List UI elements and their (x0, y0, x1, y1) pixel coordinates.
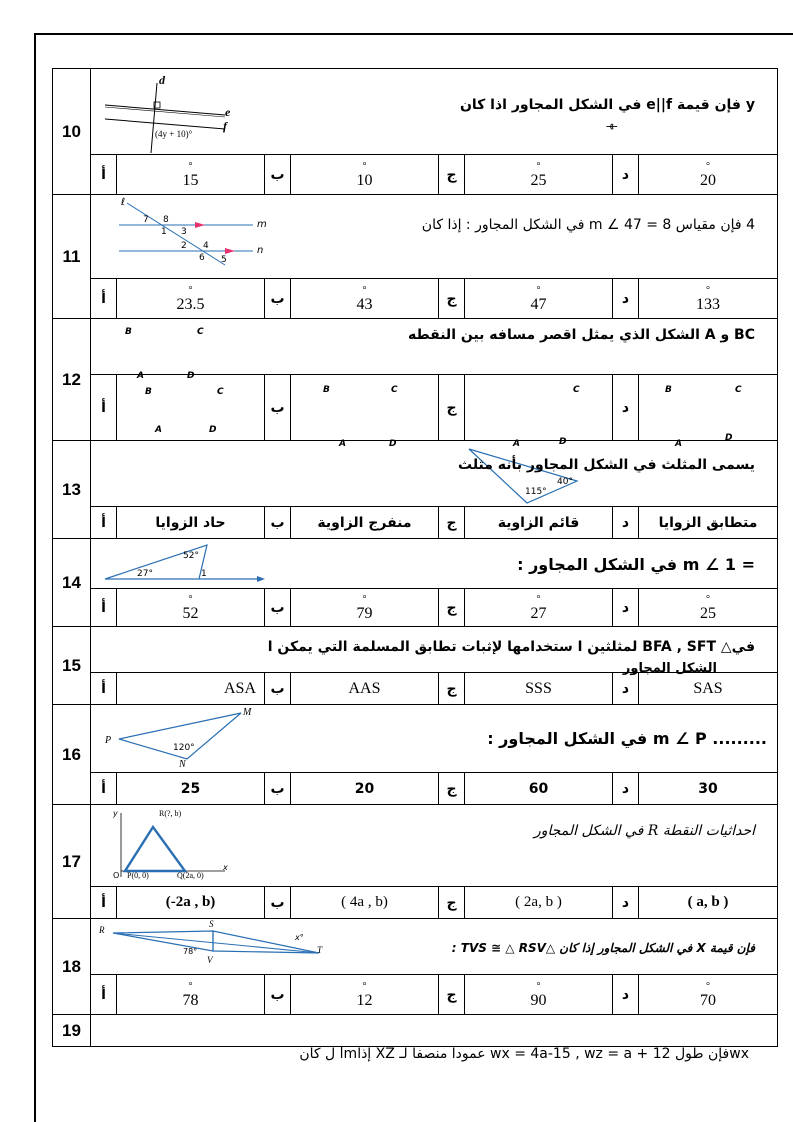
option-a[interactable]: A D B C A D (117, 375, 265, 441)
option-letter-c: ج (439, 673, 465, 705)
question-row-17 (53, 805, 778, 887)
option-a[interactable]: 25 (117, 773, 265, 805)
option-c[interactable]: C (465, 375, 613, 441)
question-cell: P M N 120° ......... m ∠ P في الشكل المجاور : (91, 705, 778, 773)
option-d[interactable]: ° 133 (639, 279, 778, 319)
question-text: = m ∠ 1 في الشكل المجاور : (517, 555, 755, 574)
option-c[interactable]: ° 90 (465, 975, 613, 1015)
option-letter-d: د (613, 507, 639, 539)
line-label-d: d (159, 73, 165, 87)
option-letter-a: أ (91, 887, 117, 919)
option-letter-c: ج (439, 279, 465, 319)
question-text: فإن قيمة X في الشكل المجاور إذا كان △TVS ≅ △ RSV : (451, 941, 755, 955)
question-row-15 (53, 627, 778, 673)
option-letter-d: د (613, 975, 639, 1015)
question-text: يسمى المثلث في الشكل المجاور بأنه مثلث (458, 457, 755, 473)
option-b[interactable]: AAS (291, 673, 439, 705)
question-text: y فإن قيمة e||f في الشكل المجاور اذا كان (459, 97, 755, 113)
option-letter-b: ب (265, 375, 291, 441)
option-a[interactable]: ° 78 (117, 975, 265, 1015)
option-letter-c: ج (439, 773, 465, 805)
option-letter-b: ب (265, 589, 291, 627)
option-b[interactable]: B C (291, 375, 439, 441)
question-number: 11 (53, 195, 91, 319)
answer-row-15 (53, 673, 778, 705)
answer-row-14 (53, 589, 778, 627)
option-letter-d: د (613, 673, 639, 705)
question-number: 15 (53, 627, 91, 705)
question-number: 17 (53, 805, 91, 919)
question-text: احداثيات النقطة R في الشكل المجاور (533, 823, 755, 839)
option-b[interactable]: منفرج الزاوية (291, 507, 439, 539)
question-row-18 (53, 919, 778, 975)
answer-row-13 (53, 507, 778, 539)
question-text: ......... m ∠ P في الشكل المجاور : (487, 729, 767, 748)
option-d[interactable]: ° 25 (639, 589, 778, 627)
answer-row-16 (53, 773, 778, 805)
option-letter-c: ج (439, 887, 465, 919)
option-letter-c: ج (439, 375, 465, 441)
option-letter-b: ب (265, 155, 291, 195)
question-row-11 (53, 195, 778, 279)
question-cell: B C BC و A الشكل الذي يمثل اقصر مسافه بين النقطه (91, 319, 778, 375)
question-number: 14 (53, 539, 91, 627)
option-letter-b: ب (265, 279, 291, 319)
option-b[interactable]: ° 43 (291, 279, 439, 319)
page-frame-top (34, 33, 793, 35)
question-text: 4 فإن مقياس m ∠ 47 = 8 في الشكل المجاور : إذا كان (421, 217, 755, 233)
option-letter-a: أ (91, 155, 117, 195)
question-row-14 (53, 539, 778, 589)
option-d[interactable]: متطابق الزوايا (639, 507, 778, 539)
option-c[interactable]: ( 2a, b ) (465, 887, 613, 919)
option-c[interactable]: ° 27 (465, 589, 613, 627)
option-letter-d: د (613, 887, 639, 919)
question-row-16 (53, 705, 778, 773)
option-letter-d: د (613, 155, 639, 195)
answer-row-12 (53, 375, 778, 441)
exterior-angle-figure (99, 541, 269, 587)
parallel-lines-figure (97, 75, 237, 155)
answer-row-18 (53, 975, 778, 1015)
option-a[interactable]: ASA (117, 673, 265, 705)
option-letter-a: أ (91, 279, 117, 319)
option-letter-a: أ (91, 673, 117, 705)
option-letter-c: ج (439, 589, 465, 627)
option-letter-b: ب (265, 773, 291, 805)
option-d[interactable]: ° 20 (639, 155, 778, 195)
option-c[interactable]: 60 (465, 773, 613, 805)
answer-row-11 (53, 279, 778, 319)
option-a[interactable]: ° 15 (117, 155, 265, 195)
answer-row-10 (53, 155, 778, 195)
question-cell: R S T V 78° x° فإن قيمة X في الشكل المجاور إذا كان △TVS ≅ △ RSV : (91, 919, 778, 975)
question-text: BC و A الشكل الذي يمثل اقصر مسافه بين النقطه (408, 327, 755, 343)
option-b[interactable]: 20 (291, 773, 439, 805)
option-letter-a: أ (91, 975, 117, 1015)
question-number: 19 (53, 1015, 91, 1047)
option-a[interactable]: ° 23.5 (117, 279, 265, 319)
option-a[interactable]: حاد الزوايا (117, 507, 265, 539)
option-c[interactable]: SSS (465, 673, 613, 705)
line-label-f: f (223, 119, 227, 133)
question-number: 10 (53, 69, 91, 195)
answer-row-17 (53, 887, 778, 919)
question-cell: A D A D A D 115° 40° يسمى المثلث في الشكل المجاور بأنه مثلث (91, 441, 778, 507)
option-letter-d: د (613, 375, 639, 441)
question-row-19 (53, 1015, 778, 1047)
option-d[interactable]: SAS (639, 673, 778, 705)
option-letter-d: د (613, 773, 639, 805)
question-number: 18 (53, 919, 91, 1015)
option-d[interactable]: ( a, b ) (639, 887, 778, 919)
question-text-fragment: ـهـ (606, 119, 617, 130)
line-label-e: e (225, 105, 231, 119)
option-letter-a: أ (91, 589, 117, 627)
option-c[interactable]: ° 47 (465, 279, 613, 319)
transversal-figure (113, 199, 263, 269)
question-number: 16 (53, 705, 91, 805)
option-letter-a: أ (91, 507, 117, 539)
question-row-13 (53, 441, 778, 507)
option-letter-a: أ (91, 773, 117, 805)
questions-table (52, 68, 778, 1047)
option-letter-b: ب (265, 673, 291, 705)
question-number: 13 (53, 441, 91, 539)
question-cell: R(?, b) P(0, 0) Q(2a, 0) O x y احداثيات النقطة R في الشكل المجاور (91, 805, 778, 887)
option-letter-d: د (613, 589, 639, 627)
option-b[interactable]: ° 79 (291, 589, 439, 627)
option-d[interactable]: B C (639, 375, 778, 441)
option-letter-d: د (613, 279, 639, 319)
option-letter-b: ب (265, 507, 291, 539)
option-letter-c: ج (439, 507, 465, 539)
question-cell (91, 69, 778, 155)
option-letter-c: ج (439, 155, 465, 195)
option-b[interactable]: ° 10 (291, 155, 439, 195)
option-letter-b: ب (265, 887, 291, 919)
option-letter-c: ج (439, 975, 465, 1015)
question-text: في△ BFA , SFT لمثلثين ا ستخدامها لإثبات تطابق المسلمة التي يمكن ا (267, 639, 755, 655)
option-a[interactable]: ° 52 (117, 589, 265, 627)
question-number: 12 (53, 319, 91, 441)
option-letter-a: أ (91, 375, 117, 441)
page-frame-left (34, 33, 36, 1122)
question-cell: ℓ m n 7 8 1 3 2 4 6 5 4 فإن مقياس m ∠ 47 = 8 في الشكل المجاور : إذا كان (91, 195, 778, 279)
option-d[interactable]: ° 70 (639, 975, 778, 1015)
question-cell (91, 627, 778, 676)
question-cell (91, 1015, 778, 1047)
question-19-text: wxفإن طول wx = 4a-15 , wz = a + 12 عمودا منصفا لـ XZ إذاlm ل كان (299, 1046, 749, 1062)
option-a[interactable]: (-2a , b) (117, 887, 265, 919)
option-c[interactable]: قائم الزاوية (465, 507, 613, 539)
question-text-line2: الشكل المجاور (622, 661, 717, 676)
question-row-10 (53, 69, 778, 155)
option-letter-b: ب (265, 975, 291, 1015)
congruent-triangles-figure (109, 923, 339, 969)
question-cell: 52° 27° 1 = m ∠ 1 في الشكل المجاور : (91, 539, 778, 589)
option-b[interactable]: ( 4a , b) (291, 887, 439, 919)
angle-label: (4y + 10)° (155, 129, 193, 139)
option-d[interactable]: 30 (639, 773, 778, 805)
question-row-12 (53, 319, 778, 375)
option-c[interactable]: ° 25 (465, 155, 613, 195)
option-b[interactable]: ° 12 (291, 975, 439, 1015)
